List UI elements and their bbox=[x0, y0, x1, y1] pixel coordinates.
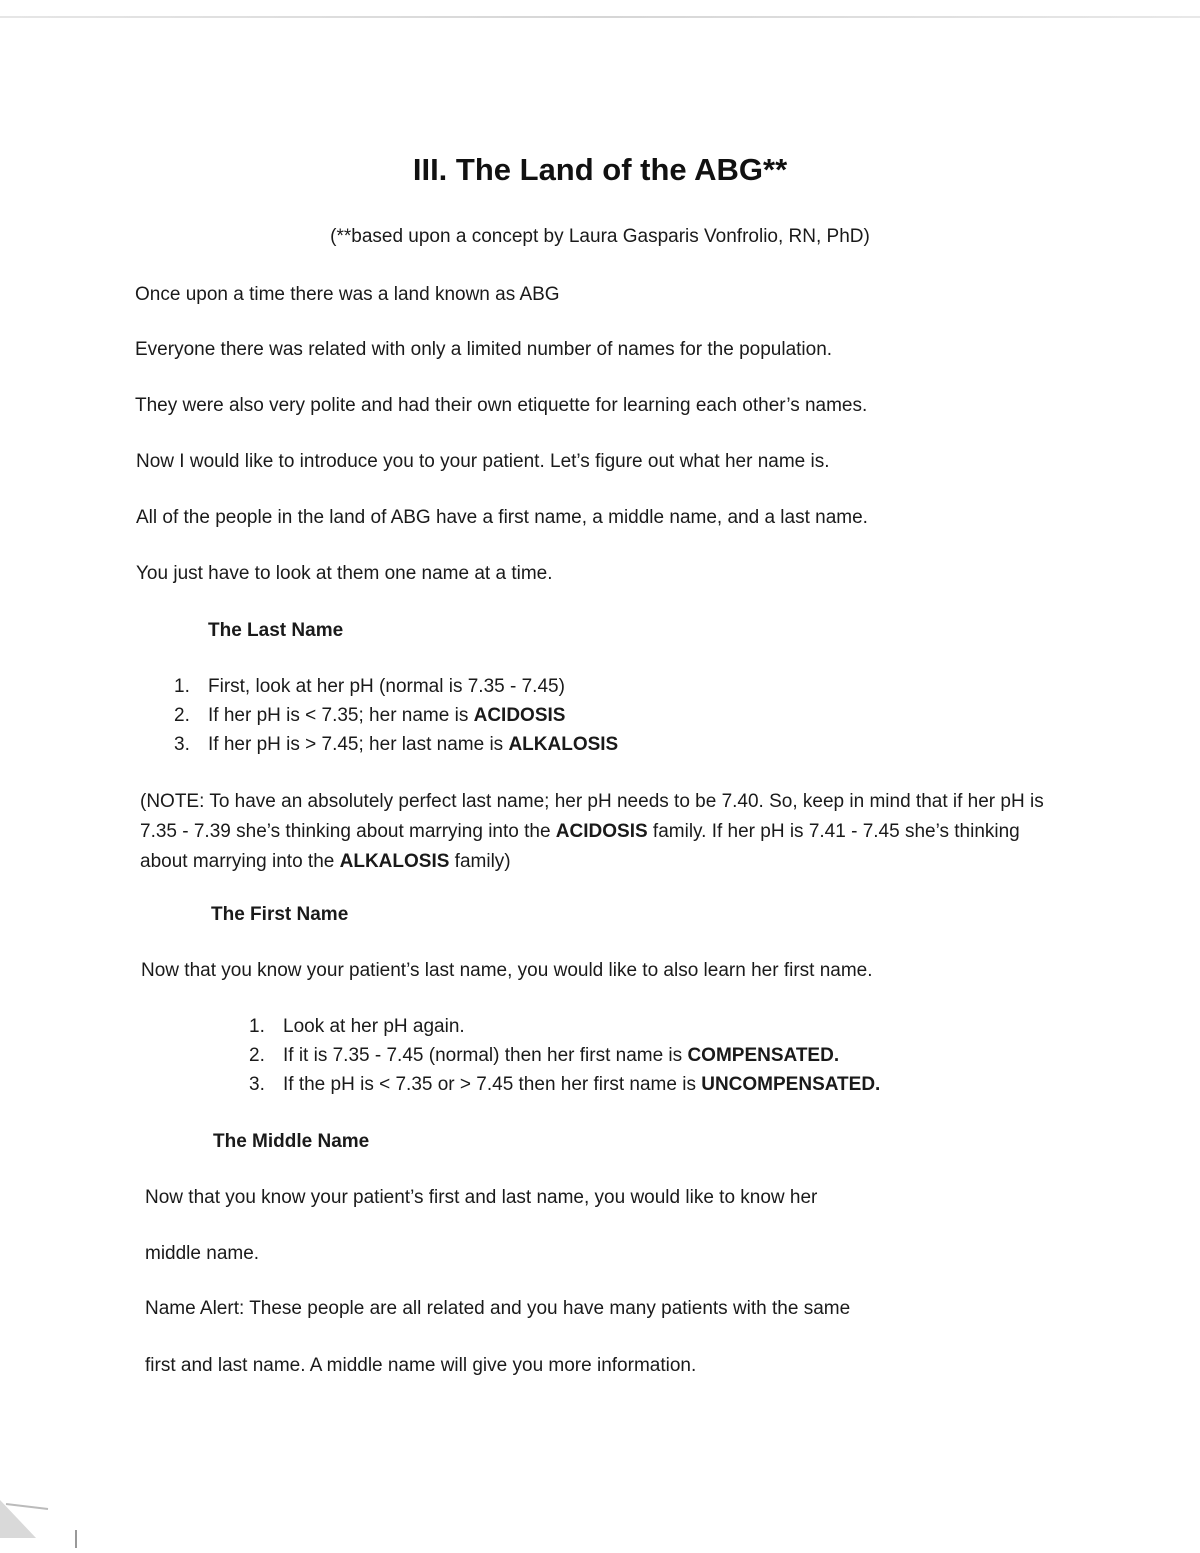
list-item bbox=[249, 1045, 880, 1074]
list-item-emphasis: UNCOMPENSATED. bbox=[701, 1074, 881, 1095]
intro-line-3: They were also very polite and had their own etiquette for learning each other’s names. bbox=[135, 395, 868, 416]
page-subtitle: (**based upon a concept by Laura Gasparis Vonfrolio, RN, PhD) bbox=[330, 226, 870, 247]
intro-line-5: All of the people in the land of ABG have a first name, a middle name, and a last name. bbox=[136, 507, 868, 528]
list-item-text: First, look at her pH (normal is 7.35 - 7.45) bbox=[208, 676, 565, 697]
list-item-text: If her pH is < 7.35; her name is bbox=[208, 705, 474, 726]
list-item-text: If her pH is > 7.45; her last name is bbox=[208, 734, 509, 755]
list-item-number: 2. bbox=[249, 1045, 265, 1066]
ph-note bbox=[140, 787, 1060, 877]
middle-name-line-4: first and last name. A middle name will give you more information. bbox=[145, 1355, 697, 1376]
note-emphasis: ALKALOSIS bbox=[339, 851, 450, 872]
first-name-steps bbox=[249, 1016, 880, 1103]
intro-line-1: Once upon a time there was a land known as ABG bbox=[135, 284, 560, 305]
list-item-number: 1. bbox=[249, 1016, 265, 1037]
list-item-number: 3. bbox=[249, 1074, 265, 1095]
middle-name-line-3: Name Alert: These people are all related and you have many patients with the same bbox=[145, 1298, 851, 1319]
list-item bbox=[174, 705, 618, 734]
list-item-number: 3. bbox=[174, 734, 190, 755]
last-name-heading: The Last Name bbox=[208, 620, 344, 641]
intro-line-6: You just have to look at them one name at a time. bbox=[136, 563, 553, 584]
list-item bbox=[174, 676, 618, 705]
middle-name-heading: The Middle Name bbox=[213, 1131, 370, 1152]
list-item-number: 2. bbox=[174, 705, 190, 726]
last-name-steps bbox=[174, 676, 618, 763]
list-item-text: If the pH is < 7.35 or > 7.45 then her first name is bbox=[283, 1074, 702, 1095]
page-title: III. The Land of the ABG** bbox=[412, 152, 788, 187]
note-text: (NOTE: To have an absolutely perfect last name; her pH needs to be 7.40. So, keep in mind that if her pH is 7.35 - 7.39 she’s thinking about marrying into the bbox=[140, 791, 1044, 842]
list-item bbox=[249, 1074, 880, 1103]
scan-corner-mark bbox=[0, 1500, 80, 1553]
first-name-heading: The First Name bbox=[211, 904, 349, 925]
first-name-intro: Now that you know your patient’s last name, you would like to also learn her first name. bbox=[141, 960, 873, 981]
list-item-emphasis: ACIDOSIS bbox=[473, 705, 566, 726]
list-item-text: Look at her pH again. bbox=[283, 1016, 465, 1037]
middle-name-line-1: Now that you know your patient’s first and last name, you would like to know her bbox=[145, 1187, 818, 1208]
intro-line-4: Now I would like to introduce you to your patient. Let’s figure out what her name is. bbox=[136, 451, 830, 472]
list-item bbox=[174, 734, 618, 763]
note-text: family. If her pH is 7.41 - 7.45 she’s thinking about marrying into the bbox=[140, 821, 1020, 872]
intro-line-2: Everyone there was related with only a limited number of names for the population. bbox=[135, 339, 833, 360]
list-item-emphasis: ALKALOSIS bbox=[508, 734, 619, 755]
note-emphasis: ACIDOSIS bbox=[555, 821, 648, 842]
list-item-number: 1. bbox=[174, 676, 190, 697]
list-item bbox=[249, 1016, 880, 1045]
note-text: family) bbox=[449, 851, 511, 872]
middle-name-line-2: middle name. bbox=[145, 1243, 260, 1264]
list-item-emphasis: COMPENSATED. bbox=[687, 1045, 840, 1066]
list-item-text: If it is 7.35 - 7.45 (normal) then her first name is bbox=[283, 1045, 688, 1066]
